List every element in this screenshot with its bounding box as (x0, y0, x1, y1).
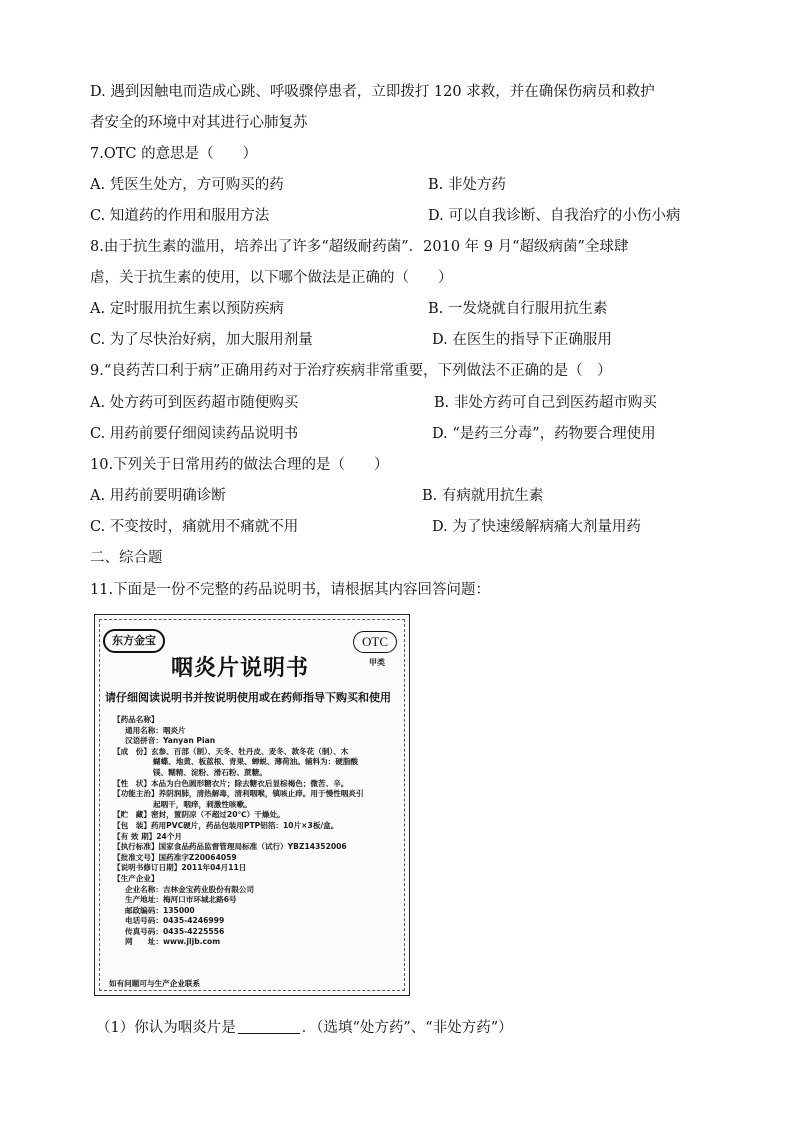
otc-badge: OTC (353, 631, 397, 653)
answer-blank[interactable] (238, 1019, 300, 1034)
insert-row: 汉语拼音：Yanyan Pian (125, 736, 216, 746)
q7-option-a: A. 凭医生处方，方可购买的药 (90, 177, 284, 193)
insert-row: 【说明书修订日期】2011年04月11日 (113, 863, 247, 873)
q8-option-d: D. 在医生的指导下正确服用 (432, 332, 612, 348)
insert-row: 电话号码：0435-4246999 (125, 916, 225, 926)
insert-row: 传真号码：0435-4225556 (125, 926, 225, 936)
insert-row: 【包 装】药用PVC硬片，药品包装用PTP铝箔：10片×3板/盒。 (113, 820, 339, 830)
q9-option-c: C. 用药前要仔细阅读药品说明书 (90, 426, 299, 442)
q8-stem-line1: 8.由于抗生素的滥用，培养出了许多“超级耐药菌”．2010 年 9 月“超级病菌”全球肆 (90, 239, 629, 255)
insert-row: 生产地址：梅河口市环城北路6号 (125, 895, 237, 905)
brand-logo: 东方金宝 (103, 629, 165, 653)
insert-row: 镁、糊精、淀粉、滑石粉、蔗糖。 (153, 767, 267, 777)
insert-title: 咽炎片说明书 (171, 656, 310, 681)
insert-row: 【性 状】本品为白色圆形糖衣片；除去糖衣后显棕褐色；微苦、辛。 (113, 778, 349, 788)
q7-option-b: B. 非处方药 (428, 177, 506, 193)
insert-row: 【批准文号】国药准字Z20064059 (113, 852, 237, 862)
q10-option-a: A. 用药前要明确诊断 (90, 488, 226, 504)
q7-option-d: D. 可以自我诊断、自我治疗的小伤小病 (428, 208, 681, 224)
q6-option-d-line1: D. 遇到因触电而造成心跳、呼吸骤停患者，立即拨打 120 求救，并在确保伤病员和救护 (90, 84, 655, 100)
q10-stem: 10.下列关于日常用药的做法合理的是（ ） (90, 457, 389, 473)
insert-row: 邮政编码：135000 (125, 905, 195, 915)
section-heading: 二、综合题 (90, 550, 163, 566)
insert-row: 【有 效 期】24个月 (113, 831, 183, 841)
q6-option-d-line2: 者安全的环境中对其进行心肺复苏 (90, 115, 308, 131)
q8-option-c: C. 为了尽快治好病，加大服用剂量 (90, 332, 313, 348)
insert-footer: 如有问题可与生产企业联系 (109, 979, 201, 988)
q10-option-d: D. 为了快速缓解病痛大剂量用药 (432, 519, 641, 535)
insert-row: 【贮 藏】密封，置阴凉（不超过20℃）干燥处。 (113, 810, 285, 820)
q8-stem-line2: 虐，关于抗生素的使用，以下哪个做法是正确的（ ） (90, 270, 453, 286)
q9-stem: 9.“良药苦口利于病”正确用药对于治疗疾病非常重要，下列做法不正确的是（ ） (90, 363, 612, 379)
insert-row: 蝴蝶、地黄、板蓝根、青果、蝉蜕、薄荷油。辅料为：硬脂酸 (153, 757, 359, 767)
q10-option-c: C. 不变按时，痛就用不痛就不用 (90, 519, 299, 535)
q8-option-a: A. 定时服用抗生素以预防疾病 (90, 301, 284, 317)
q9-option-b: B. 非处方药可自己到医药超市购买 (434, 395, 657, 411)
q11-sub1-suffix: ．（选填“处方药”、“非处方药”） (301, 1020, 513, 1036)
q7-option-c: C. 知道药的作用和服用方法 (90, 208, 270, 224)
q10-option-b: B. 有病就用抗生素 (422, 488, 544, 504)
insert-row: 起咽干，咽痒，刺激性咳嗽。 (153, 799, 252, 809)
q11-sub1-prefix: （1）你认为咽炎片是 (96, 1020, 236, 1036)
q9-option-a: A. 处方药可到医药超市随便购买 (90, 395, 299, 411)
q11-sub1 (96, 1018, 513, 1038)
insert-row: 【执行标准】国家食品药品监督管理局标准（试行）YBZ14352006 (113, 842, 347, 852)
otc-class-label: 甲类 (369, 657, 385, 667)
insert-warning: 请仔细阅读说明书并按说明使用或在药师指导下购买和使用 (105, 691, 391, 704)
insert-row: 【生产企业】 (113, 873, 159, 883)
insert-row: 【药品名称】 (113, 715, 159, 724)
insert-row: 【成 份】玄参、百部（制）、天冬、牡丹皮、麦冬、款冬花（制）、木 (113, 746, 349, 756)
insert-body (113, 715, 403, 948)
insert-row: 【功能主治】养阴润肺，清热解毒，清利咽喉，镇咳止痒。用于慢性咽炎引 (113, 789, 364, 799)
insert-row: 网 址：www.jljb.com (125, 937, 221, 947)
q11-stem: 11.下面是一份不完整的药品说明书，请根据其内容回答问题： (90, 582, 491, 598)
q9-option-d: D. “是药三分毒”，药物要合理使用 (432, 426, 656, 442)
drug-insert-image (94, 614, 410, 996)
q7-stem: 7.OTC 的意思是（ ） (90, 146, 258, 162)
insert-row: 通用名称：咽炎片 (125, 725, 186, 735)
insert-row: 企业名称：吉林金宝药业股份有限公司 (125, 884, 255, 894)
q8-option-b: B. 一发烧就自行服用抗生素 (428, 301, 608, 317)
